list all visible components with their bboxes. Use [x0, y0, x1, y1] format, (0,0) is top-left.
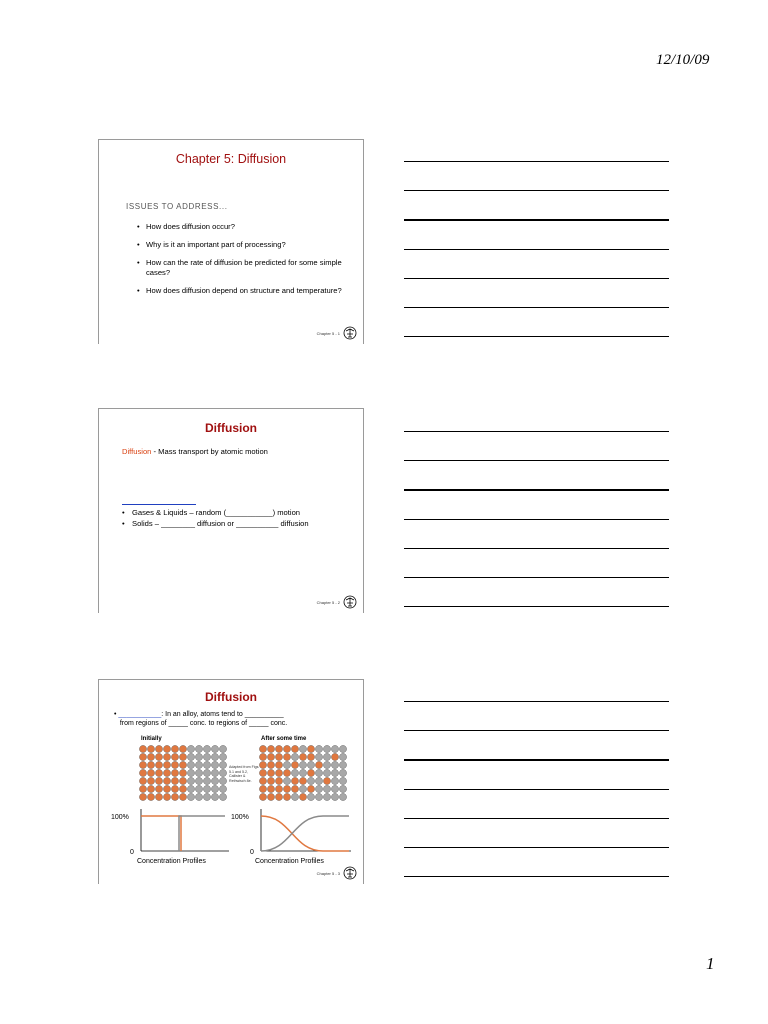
atom [299, 785, 306, 792]
atom [259, 793, 266, 800]
atom [203, 761, 210, 768]
atom [315, 745, 322, 752]
note-line [404, 847, 669, 848]
atom [203, 769, 210, 776]
atom [339, 785, 346, 792]
profile-label: Concentration Profiles [255, 858, 324, 865]
list-item: • Solids – ________ diffusion or __________ diffusion [122, 518, 309, 529]
note-line [404, 161, 669, 162]
atom [171, 761, 178, 768]
note-line [404, 606, 669, 607]
atom [339, 777, 346, 784]
atom [291, 761, 298, 768]
atom [275, 753, 282, 760]
atom [155, 753, 162, 760]
atom [307, 793, 314, 800]
atom [163, 785, 170, 792]
note-line [404, 876, 669, 877]
definition [122, 447, 268, 456]
slide-footer [317, 866, 357, 880]
atom [259, 753, 266, 760]
note-line [404, 249, 669, 250]
atom [179, 761, 186, 768]
atom [219, 753, 226, 760]
blank-term: ___________ [118, 711, 162, 718]
atom [179, 785, 186, 792]
note-line [404, 307, 669, 308]
atom [139, 793, 146, 800]
atom [203, 793, 210, 800]
atom [267, 745, 274, 752]
definition-term: Diffusion [122, 447, 152, 456]
bullet-list [122, 507, 309, 529]
atom [211, 777, 218, 784]
concentration-profile-after [231, 805, 353, 867]
atom [163, 793, 170, 800]
atom [315, 769, 322, 776]
slide-3 [98, 679, 364, 884]
note-line [404, 190, 669, 191]
university-logo-icon [343, 326, 357, 340]
slide-footer [317, 326, 357, 340]
note-line [404, 759, 669, 761]
slide-title: Chapter 5: Diffusion [175, 152, 287, 166]
atom [259, 785, 266, 792]
atom [187, 777, 194, 784]
atom [155, 785, 162, 792]
axis-label-0: 0 [130, 849, 134, 856]
note-line [404, 336, 669, 337]
atom [211, 769, 218, 776]
atom [299, 769, 306, 776]
blank-underline [122, 504, 196, 505]
axis-label-0: 0 [250, 849, 254, 856]
atom [187, 769, 194, 776]
copper-profile [141, 816, 181, 851]
page-number: 1 [706, 954, 715, 973]
atom-lattice-after [259, 745, 347, 803]
atom [187, 753, 194, 760]
axis-label-100: 100% [231, 814, 249, 821]
atom [323, 793, 330, 800]
bullet-list [137, 222, 352, 304]
note-line [404, 460, 669, 461]
atom [195, 761, 202, 768]
label-initially: Initially [141, 736, 162, 742]
atom [147, 793, 154, 800]
atom [267, 785, 274, 792]
atom [315, 777, 322, 784]
atom [339, 753, 346, 760]
atom [203, 777, 210, 784]
atom [211, 793, 218, 800]
atom [219, 745, 226, 752]
profile-label: Concentration Profiles [137, 858, 206, 865]
atom [163, 769, 170, 776]
atom [171, 793, 178, 800]
atom [323, 753, 330, 760]
atom [323, 785, 330, 792]
atom [211, 753, 218, 760]
atom [283, 769, 290, 776]
atom [291, 745, 298, 752]
atom [307, 753, 314, 760]
atom [219, 761, 226, 768]
note-line [404, 489, 669, 491]
atom [291, 769, 298, 776]
atom [283, 753, 290, 760]
atom [195, 753, 202, 760]
atom [163, 777, 170, 784]
atom [155, 793, 162, 800]
atom [195, 785, 202, 792]
atom [307, 761, 314, 768]
atom [211, 745, 218, 752]
atom [283, 761, 290, 768]
note-line [404, 701, 669, 702]
atom [339, 793, 346, 800]
slide-title: Diffusion [205, 690, 257, 704]
atom [331, 753, 338, 760]
note-line [404, 818, 669, 819]
atom [179, 777, 186, 784]
atom [163, 753, 170, 760]
atom [283, 785, 290, 792]
text-line-2: from regions of _____ conc. to regions of _____ conc. [119, 720, 288, 727]
atom [211, 761, 218, 768]
definition-text: - Mass transport by atomic motion [151, 447, 268, 456]
atom [299, 745, 306, 752]
note-line [404, 789, 669, 790]
atom [187, 745, 194, 752]
atom [155, 745, 162, 752]
university-logo-icon [343, 866, 357, 880]
atom [195, 769, 202, 776]
atom [195, 777, 202, 784]
atom [323, 777, 330, 784]
slide-number: Chapter 5 - 1 [316, 330, 340, 336]
atom [283, 777, 290, 784]
atom [275, 761, 282, 768]
atom [283, 793, 290, 800]
atom [275, 793, 282, 800]
atom [267, 753, 274, 760]
atom [315, 753, 322, 760]
atom [147, 761, 154, 768]
atom [339, 761, 346, 768]
nickel-profile [179, 816, 225, 851]
list-item: • Gases & Liquids – random (___________) motion [122, 507, 309, 518]
atom [147, 745, 154, 752]
atom [155, 777, 162, 784]
note-line [404, 519, 669, 520]
atom [195, 745, 202, 752]
slide-2 [98, 408, 364, 613]
atom [299, 753, 306, 760]
atom [163, 745, 170, 752]
atom [299, 793, 306, 800]
slide-title: Diffusion [205, 421, 257, 435]
figure-caption: Adapted from Figs. 5.1 and 5.2, Callister & Rethwisch 8e. [229, 765, 260, 783]
atom [163, 761, 170, 768]
atom [219, 777, 226, 784]
note-line [404, 278, 669, 279]
atom [139, 769, 146, 776]
atom [187, 785, 194, 792]
atom [307, 745, 314, 752]
atom [291, 753, 298, 760]
atom-lattice-initial [139, 745, 227, 803]
atom [147, 769, 154, 776]
slide-footer [317, 595, 357, 609]
atom [291, 785, 298, 792]
atom [331, 745, 338, 752]
atom [323, 761, 330, 768]
list-item: • How does diffusion occur? [137, 222, 352, 232]
atom [219, 785, 226, 792]
axis-label-100: 100% [111, 814, 129, 821]
atom [331, 777, 338, 784]
atom [315, 785, 322, 792]
atom [203, 745, 210, 752]
atom [259, 745, 266, 752]
atom [187, 761, 194, 768]
atom [283, 745, 290, 752]
atom [275, 777, 282, 784]
slide-text: • ___________: In an alloy, atoms tend to __________ from regions of _____ conc. to regions of _____ conc. [114, 711, 288, 727]
label-after-some-time: After some time [261, 736, 307, 742]
atom [219, 793, 226, 800]
slide-number: Chapter 5 - 3 [316, 870, 340, 876]
atom [147, 753, 154, 760]
atom [291, 793, 298, 800]
atom [275, 785, 282, 792]
atom [211, 785, 218, 792]
note-line [404, 219, 669, 221]
atom [267, 793, 274, 800]
atom [171, 753, 178, 760]
atom [179, 769, 186, 776]
atom [323, 769, 330, 776]
list-item: • How can the rate of diffusion be predicted for some simple cases? [137, 258, 352, 278]
atom [307, 777, 314, 784]
atom [155, 761, 162, 768]
atom [323, 745, 330, 752]
atom [307, 769, 314, 776]
issues-heading: ISSUES TO ADDRESS... [126, 202, 228, 211]
atom [339, 769, 346, 776]
atom [187, 793, 194, 800]
note-line [404, 548, 669, 549]
atom [147, 777, 154, 784]
atom [315, 761, 322, 768]
atom [179, 793, 186, 800]
atom [219, 769, 226, 776]
atom [267, 777, 274, 784]
atom [139, 777, 146, 784]
atom [139, 753, 146, 760]
university-logo-icon [343, 595, 357, 609]
atom [275, 745, 282, 752]
atom [195, 793, 202, 800]
atom [171, 777, 178, 784]
slide-number: Chapter 5 - 2 [316, 599, 340, 605]
atom [171, 785, 178, 792]
text-line-1: : In an alloy, atoms tend to __________ [161, 711, 284, 718]
atom [331, 785, 338, 792]
atom [331, 769, 338, 776]
atom [171, 769, 178, 776]
concentration-profile-initial [111, 805, 231, 867]
atom [147, 785, 154, 792]
atom [139, 761, 146, 768]
atom [291, 777, 298, 784]
atom [331, 793, 338, 800]
atom [203, 785, 210, 792]
list-item: • How does diffusion depend on structure and temperature? [137, 286, 352, 296]
atom [155, 769, 162, 776]
atom [299, 777, 306, 784]
atom [179, 745, 186, 752]
atom [331, 761, 338, 768]
atom [139, 745, 146, 752]
atom [203, 753, 210, 760]
atom [339, 745, 346, 752]
atom [275, 769, 282, 776]
slide-1 [98, 139, 364, 344]
atom [267, 761, 274, 768]
atom [267, 769, 274, 776]
atom [307, 785, 314, 792]
note-line [404, 431, 669, 432]
date: 12/10/09 [656, 52, 710, 68]
atom [179, 753, 186, 760]
note-line [404, 577, 669, 578]
atom [139, 785, 146, 792]
note-line [404, 730, 669, 731]
atom [171, 745, 178, 752]
atom [315, 793, 322, 800]
list-item: • Why is it an important part of processing? [137, 240, 352, 250]
atom [299, 761, 306, 768]
